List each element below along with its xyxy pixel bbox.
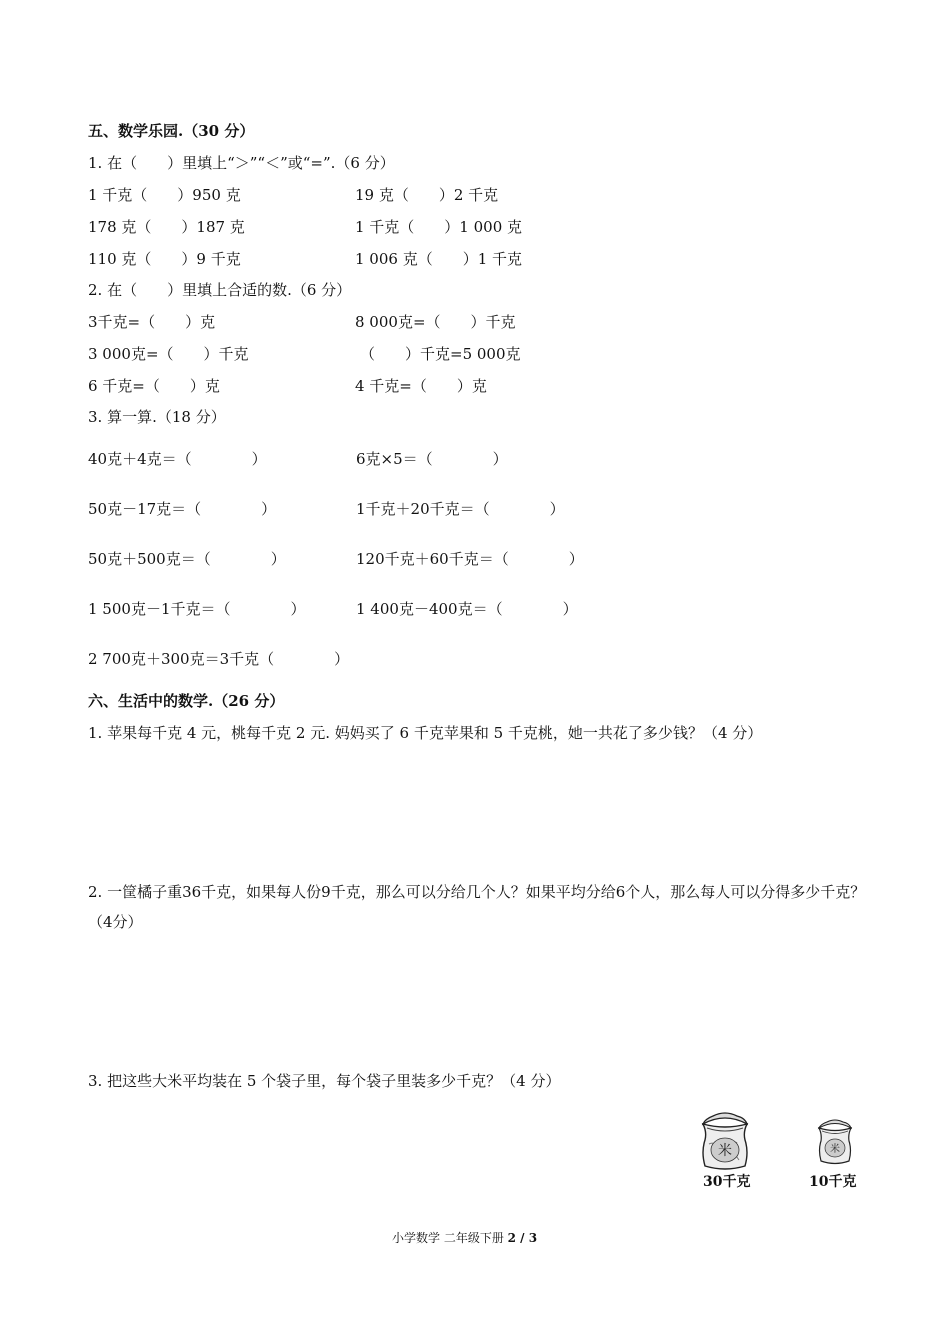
page-number: 2 / 3 [507, 1231, 538, 1245]
section6-title: 六、生活中的数学.（26 分） [88, 692, 285, 710]
section5-title: 五、数学乐园.（30 分） [88, 122, 255, 140]
q3-left-1: 40克＋4克＝（ ） [88, 450, 267, 468]
q1-left-1: 1 千克（ ）950 克 [88, 186, 241, 204]
rice-bag-large [697, 1110, 753, 1172]
rice-bag-small-icon [815, 1118, 855, 1166]
q3-right-1: 6克×5＝（ ） [356, 450, 508, 468]
rice-bag-small-text: 米 [830, 1144, 840, 1155]
q2-prompt: 2. 在（ ）里填上合适的数.（6 分） [88, 281, 352, 299]
q3-right-4: 1 400克－400克＝（ ） [356, 600, 578, 618]
q2-left-3: 6 千克=（ ）克 [88, 377, 220, 395]
q1-prompt: 1. 在（ ）里填上“＞”“＜”或“=”.（6 分） [88, 154, 395, 172]
q3-left-5: 2 700克＋300克＝3千克（ ） [88, 650, 350, 668]
q2-right-1: 8 000克=（ ）千克 [355, 313, 516, 331]
rice-bag-small-label: 10千克 [809, 1174, 857, 1190]
s6-q1: 1. 苹果每千克 4 元，桃每千克 2 元. 妈妈买了 6 千克苹果和 5 千克桃，她一共花了多少钱？（4 分） [88, 724, 763, 742]
footer-text: 小学数学 二年级下册 [392, 1231, 508, 1245]
q2-right-3: 4 千克=（ ）克 [355, 377, 487, 395]
q3-prompt: 3. 算一算.（18 分） [88, 408, 226, 426]
rice-bag-small [815, 1118, 855, 1166]
rice-bag-large-icon [697, 1110, 753, 1172]
rice-bag-large-label: 30千克 [703, 1174, 751, 1190]
q3-right-2: 1千克＋20千克＝（ ） [356, 500, 565, 518]
q3-left-2: 50克－17克＝（ ） [88, 500, 277, 518]
q3-left-4: 1 500克－1千克＝（ ） [88, 600, 306, 618]
page-footer [392, 1229, 537, 1246]
q2-right-2: （ ）千克=5 000克 [360, 345, 521, 363]
q3-left-3: 50克＋500克＝（ ） [88, 550, 286, 568]
q2-left-1: 3千克=（ ）克 [88, 313, 216, 331]
q2-left-2: 3 000克=（ ）千克 [88, 345, 249, 363]
q1-right-1: 19 克（ ）2 千克 [355, 186, 499, 204]
q1-left-3: 110 克（ ）9 千克 [88, 250, 241, 268]
s6-q3: 3. 把这些大米平均装在 5 个袋子里，每个袋子里装多少千克？（4 分） [88, 1072, 561, 1090]
q3-right-3: 120千克＋60千克＝（ ） [356, 550, 584, 568]
q1-left-2: 178 克（ ）187 克 [88, 218, 245, 236]
q1-right-3: 1 006 克（ ）1 千克 [355, 250, 523, 268]
rice-bag-large-text: 米 [718, 1143, 732, 1159]
s6-q2: 2. 一筐橘子重36千克，如果每人份9千克，那么可以分给几个人？如果平均分给6个人，那么每人可以分得多少千克？（4分） [88, 883, 866, 931]
q1-right-2: 1 千克（ ）1 000 克 [355, 218, 523, 236]
